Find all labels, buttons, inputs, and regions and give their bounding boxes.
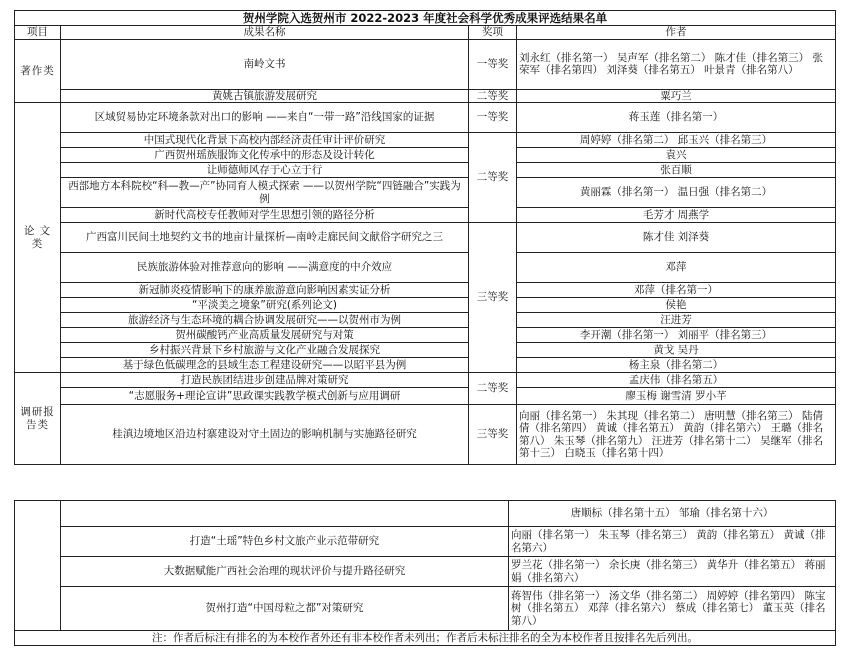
result-name: 基于绿色低碳理念的县域生态工程建设研究——以昭平县为例	[61, 358, 469, 373]
authors-cell: 粟巧兰	[517, 89, 836, 103]
result-name: 黄姚古镇旅游发展研究	[61, 89, 469, 103]
header-row	[15, 26, 836, 40]
authors-cell: 刘永红（排名第一） 吴声军（排名第二） 陈才佳（排名第三） 张荣军（排名第四） 刘泽葵（排名第五） 叶景青（排名第八）	[517, 39, 836, 89]
table-row	[15, 373, 836, 388]
table-row	[15, 283, 836, 298]
award-cell: 三等奖	[469, 223, 517, 373]
authors-cell: 张百顺	[517, 163, 836, 178]
category-reports: 调研报告类	[15, 373, 61, 465]
table-row	[15, 501, 836, 527]
authors-cell: 杨主泉（排名第二）	[517, 358, 836, 373]
authors-cell: 唐顺标（排名第十五） 邹瑜（排名第十六）	[509, 501, 836, 527]
authors-cell: 向丽（排名第一） 朱其现（排名第二） 唐明慧（排名第三） 陆倩倩（排名第四） 黄诚（排名第五） 黄韵（排名第六） 王璐（排名第八） 朱玉琴（排名第九） 汪进芳（排名第十二） 吴继军（排名第十三） 白晓玉（排名第十四）	[517, 405, 836, 465]
result-name: 南岭文书	[61, 39, 469, 89]
authors-cell: 黄丽霖（排名第一） 温日强（排名第二）	[517, 178, 836, 208]
award-cell: 一等奖	[469, 103, 517, 133]
table-row	[15, 298, 836, 313]
table-row	[15, 163, 836, 178]
result-name: 广西贺州瑶族服饰文化传承中的形态及设计转化	[61, 148, 469, 163]
award-cell: 三等奖	[469, 405, 517, 465]
table-row	[15, 253, 836, 283]
award-cell: 一等奖	[469, 39, 517, 89]
result-name: 贺州碳酸钙产业高质量发展研究与对策	[61, 328, 469, 343]
note-row	[15, 631, 836, 646]
authors-cell: 邓萍	[517, 253, 836, 283]
category-works: 著作类	[15, 39, 61, 103]
authors-cell: 向丽（排名第一） 朱玉琴（排名第三） 黄韵（排名第五） 黄诚（排名第六）	[509, 527, 836, 557]
category-papers: 论 文 类	[15, 103, 61, 373]
table-row	[15, 587, 836, 631]
header-name: 成果名称	[61, 26, 469, 40]
table-row	[15, 178, 836, 208]
result-name: 乡村振兴背景下乡村旅游与文化产业融合发展探究	[61, 343, 469, 358]
category-blank	[15, 501, 61, 631]
authors-cell: 邓萍（排名第一）	[517, 283, 836, 298]
result-name: 民族旅游体验对推荐意向的影响 ——满意度的中介效应	[61, 253, 469, 283]
award-cell: 二等奖	[469, 89, 517, 103]
authors-cell: 罗兰花（排名第一） 余长庚（排名第三） 黄华升（排名第五） 蒋丽娟（排名第六）	[509, 557, 836, 587]
authors-cell: 廖玉梅 谢雪清 罗小芊	[517, 388, 836, 405]
result-name: 打造民族团结进步创建品牌对策研究	[61, 373, 469, 388]
table-row	[15, 103, 836, 133]
authors-cell: 黄戈 吴丹	[517, 343, 836, 358]
authors-cell: 毛芳才 周燕学	[517, 208, 836, 223]
authors-cell: 蒋玉莲（排名第一）	[517, 103, 836, 133]
header-category: 项目	[15, 26, 61, 40]
continuation-table	[14, 500, 836, 646]
table-row	[15, 208, 836, 223]
result-name: 中国式现代化背景下高校内部经济责任审计评价研究	[61, 133, 469, 148]
table-row	[15, 343, 836, 358]
authors-cell: 李开潮（排名第一） 刘丽平（排名第三）	[517, 328, 836, 343]
title-row	[15, 11, 836, 26]
results-table	[14, 10, 836, 465]
authors-cell: 周婷婷（排名第二） 邱玉兴（排名第三）	[517, 133, 836, 148]
authors-cell: 汪进芳	[517, 313, 836, 328]
table-row	[15, 527, 836, 557]
result-name: 打造“土瑶”特色乡村文旅产业示范带研究	[61, 527, 509, 557]
document-title: 贺州学院入选贺州市 2022-2023 年度社会科学优秀成果评选结果名单	[15, 11, 836, 26]
authors-cell: 陈才佳 刘泽葵	[517, 223, 836, 253]
table-row	[15, 313, 836, 328]
table-row	[15, 148, 836, 163]
authors-cell: 袁兴	[517, 148, 836, 163]
result-name: “志愿服务+理论宣讲”思政课实践教学模式创新与应用调研	[61, 388, 469, 405]
result-name: “平淡美之境象”研究(系列论文)	[61, 298, 469, 313]
footnote: 注：作者后标注有排名的为本校作者外还有非本校作者未列出；作者后未标注排名的全为本校作者且按排名先后列出。	[15, 631, 836, 646]
header-authors: 作者	[517, 26, 836, 40]
result-name: 新冠肺炎疫情影响下的康养旅游意向影响因素实证分析	[61, 283, 469, 298]
result-name	[61, 501, 509, 527]
award-cell: 二等奖	[469, 373, 517, 405]
table-row	[15, 89, 836, 103]
table-row	[15, 557, 836, 587]
result-name: 广西富川民间土地契约文书的地亩计量探析—南岭走廊民间文献俗字研究之三	[61, 223, 469, 253]
result-name: 贺州打造“中国母粒之都”对策研究	[61, 587, 509, 631]
table-row	[15, 133, 836, 148]
result-name: 西部地方本科院校“科—教—产”协同育人模式探索 ——以贺州学院“四链融合”实践为例	[61, 178, 469, 208]
result-name: 旅游经济与生态环境的耦合协调发展研究——以贺州市为例	[61, 313, 469, 328]
header-award: 奖项	[469, 26, 517, 40]
result-name: 桂滇边境地区沿边村寨建设对守土固边的影响机制与实施路径研究	[61, 405, 469, 465]
authors-cell: 孟庆伟（排名第五）	[517, 373, 836, 388]
result-name: 新时代高校专任教师对学生思想引领的路径分析	[61, 208, 469, 223]
table-row	[15, 328, 836, 343]
result-name: 区域贸易协定环境条款对出口的影响 ——来自“一带一路”沿线国家的证据	[61, 103, 469, 133]
table-row	[15, 39, 836, 89]
result-name: 让师德师风存于心立于行	[61, 163, 469, 178]
table-row	[15, 358, 836, 373]
authors-cell: 蒋智伟（排名第一） 汤文华（排名第二） 周婷婷（排名第四） 陈宝树（排名第五） 邓萍（排名第六） 蔡成（排名第七） 董玉英（排名第八）	[509, 587, 836, 631]
award-cell: 二等奖	[469, 133, 517, 223]
table-row	[15, 405, 836, 465]
authors-cell: 侯艳	[517, 298, 836, 313]
table-row	[15, 223, 836, 253]
result-name: 大数据赋能广西社会治理的现状评价与提升路径研究	[61, 557, 509, 587]
table-row	[15, 388, 836, 405]
